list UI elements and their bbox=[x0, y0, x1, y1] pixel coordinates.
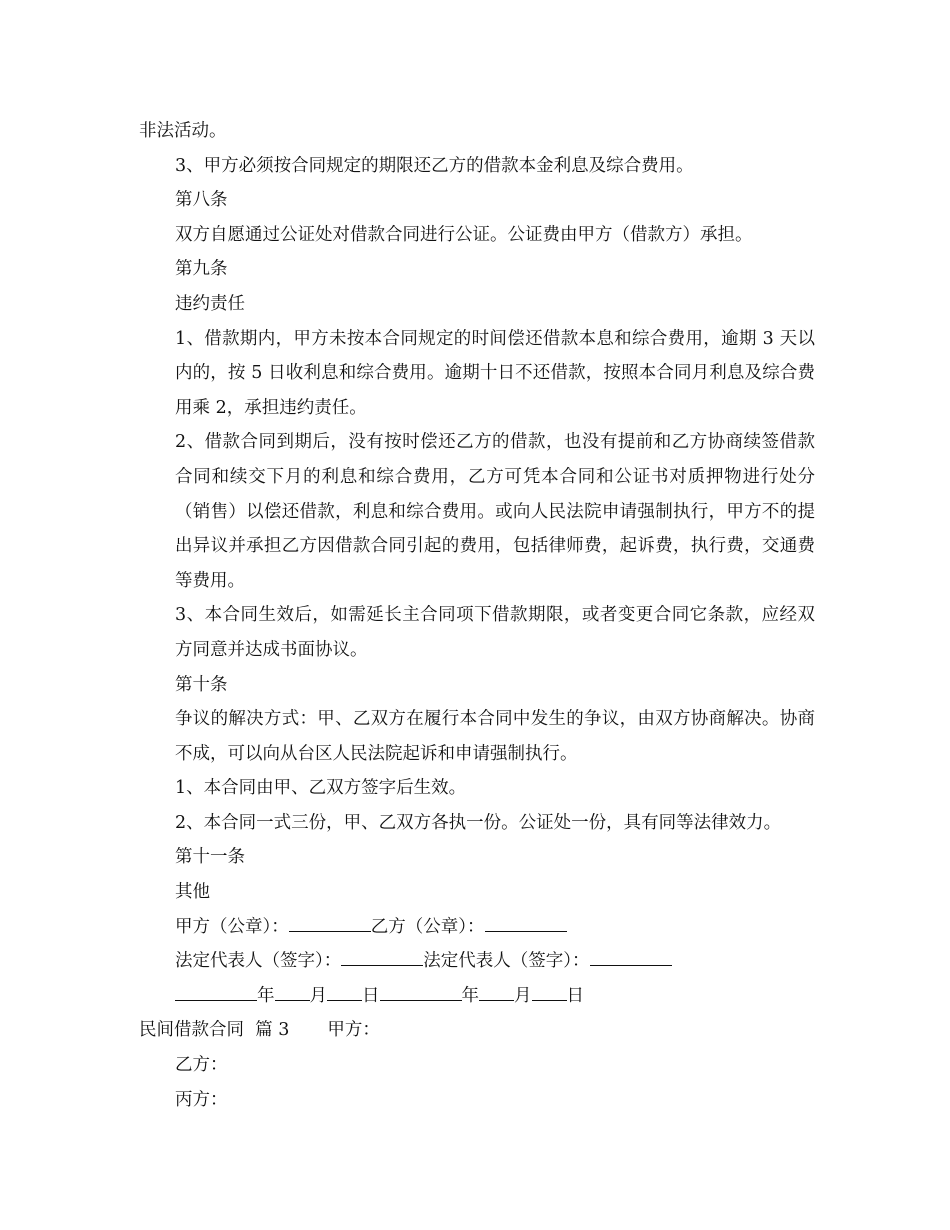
party-b-seal-blank bbox=[485, 915, 567, 932]
legal-rep-a-blank bbox=[341, 949, 423, 966]
clause-paragraph: 争议的解决方式：甲、乙双方在履行本合同中发生的争议，由双方协商解决。协商不成，可以向从台区人民法院起诉和申请强制执行。 bbox=[175, 709, 815, 764]
year-b-blank bbox=[380, 984, 462, 1001]
date-row bbox=[139, 979, 815, 1014]
party-a-seal-label: 甲方（公章）： bbox=[175, 916, 289, 937]
party-a-seal-blank bbox=[289, 915, 371, 932]
clause-paragraph: 3、本合同生效后，如需延长主合同项下借款期限，或者变更合同它条款，应经双方同意并达成书面协议。 bbox=[175, 605, 815, 660]
article-heading-11: 第十一条 bbox=[175, 847, 245, 868]
next-contract-header bbox=[139, 1013, 815, 1048]
day-a-blank bbox=[327, 984, 362, 1001]
party-b-seal-label: 乙方（公章）： bbox=[370, 916, 485, 937]
month-a-blank bbox=[275, 984, 310, 1001]
legal-rep-b-blank bbox=[590, 949, 672, 966]
party-c-label: 丙方： bbox=[175, 1089, 228, 1110]
article-heading-10: 第十条 bbox=[175, 674, 228, 695]
section-heading: 其他 bbox=[175, 882, 210, 903]
year-a-label: 年 bbox=[257, 985, 275, 1006]
year-b-label: 年 bbox=[461, 985, 479, 1006]
day-b-blank bbox=[532, 984, 567, 1001]
text-line: 双方自愿通过公证处对借款合同进行公证。公证费由甲方（借款方）承担。 bbox=[175, 224, 753, 245]
contract-title: 民间借款合同 篇 3 bbox=[139, 1020, 290, 1041]
article-heading-9: 第九条 bbox=[175, 259, 228, 280]
party-a-label: 甲方： bbox=[327, 1020, 380, 1041]
month-b-blank bbox=[479, 984, 514, 1001]
text-line: 非法活动。 bbox=[139, 121, 227, 141]
month-a-label: 月 bbox=[309, 985, 327, 1006]
legal-rep-b-label: 法定代表人（签字）： bbox=[423, 951, 590, 972]
seal-row bbox=[139, 910, 815, 945]
party-b-label: 乙方： bbox=[175, 1055, 228, 1076]
clause-item: 1、本合同由甲、乙双方签字后生效。 bbox=[175, 778, 467, 799]
year-a-blank bbox=[175, 984, 257, 1001]
article-heading-8: 第八条 bbox=[175, 190, 228, 211]
section-heading: 违约责任 bbox=[175, 293, 245, 314]
month-b-label: 月 bbox=[514, 985, 532, 1006]
clause-paragraph: 2、借款合同到期后，没有按时偿还乙方的借款，也没有提前和乙方协商续签借款合同和续交下月的利息和综合费用，乙方可凭本合同和公证书对质押物进行处分（销售）以偿还借款，利息和综合费用。或向人民法院申请强制执行，甲方不的提出异议并承担乙方因借款合同引起的费用，包括律师费，起诉费，执行费，交通费等费用。 bbox=[175, 432, 815, 591]
clause-paragraph: 1、借款期内，甲方未按本合同规定的时间偿还借款本息和综合费用，逾期 3 天以内的，按 5 日收利息和综合费用。逾期十日不还借款，按照本合同月利息及综合费用乘 2，承担违约责任。 bbox=[175, 328, 815, 418]
legal-rep-row bbox=[139, 944, 815, 979]
day-a-label: 日 bbox=[362, 985, 380, 1006]
day-b-label: 日 bbox=[566, 985, 584, 1006]
legal-rep-a-label: 法定代表人（签字）： bbox=[175, 951, 342, 972]
clause-item: 2、本合同一式三份，甲、乙双方各执一份。公证处一份，具有同等法律效力。 bbox=[175, 812, 782, 833]
document-body bbox=[139, 114, 815, 1117]
clause-item: 3、甲方必须按合同规定的期限还乙方的借款本金利息及综合费用。 bbox=[175, 155, 694, 176]
